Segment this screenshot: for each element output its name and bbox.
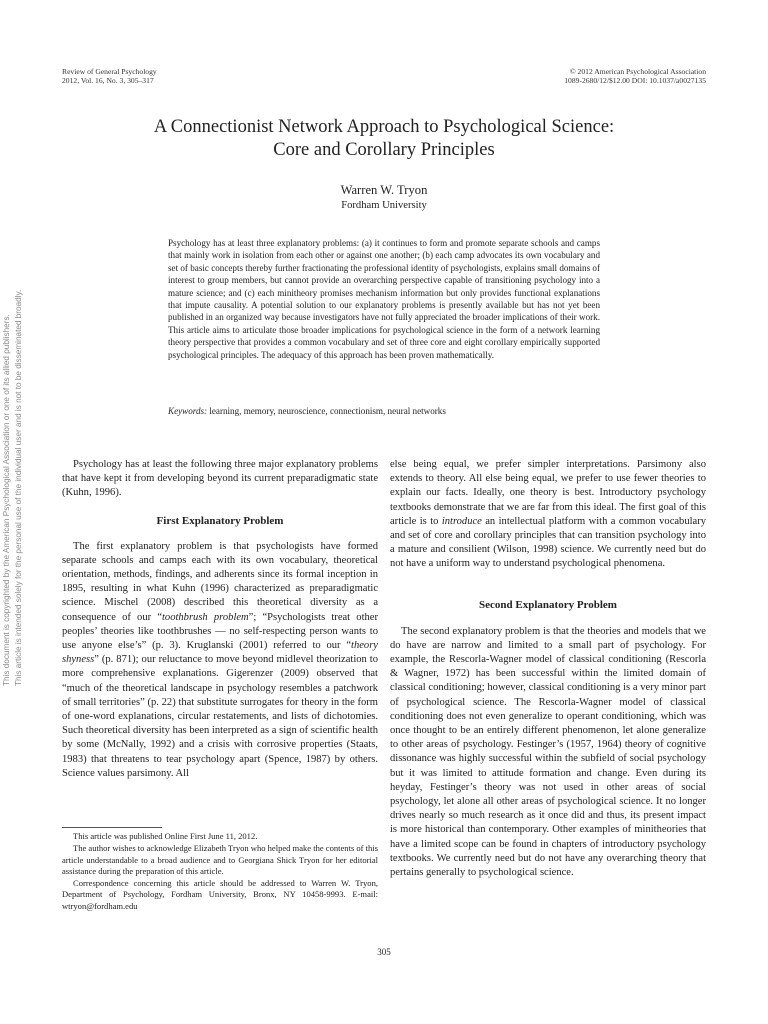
title-line-2: Core and Corollary Principles	[273, 140, 495, 160]
journal-volume: 2012, Vol. 16, No. 3, 305–317	[62, 76, 154, 85]
body-column-left	[62, 458, 378, 781]
page-number: 305	[377, 947, 391, 957]
title-line-1: A Connectionist Network Approach to Psychological Science:	[153, 117, 615, 137]
footnote-published: This article was published Online First June 11, 2012.	[73, 831, 258, 841]
paper-title	[60, 116, 708, 162]
copyright-sidebar-line-1: This document is copyrighted by the American Psychological Association or one of its allied publishers.	[2, 314, 11, 686]
running-header-left	[62, 67, 302, 85]
footnote-acknowledgment: The author wishes to acknowledge Elizabeth Tryon who helped make the contents of this article understandable to a broad audience and to Georgiana Shick Tryon for her editorial assistance during the preparation of this article.	[62, 843, 379, 876]
author-affiliation: Fordham University	[341, 200, 427, 211]
emphasis-theory-shyness: theory shyness	[62, 640, 378, 666]
second-problem-paragraph: The second explanatory problem is that the theories and models that we do have are narrow and limited to a small part of psychology. For example, the Rescorla-Wagner model of classical conditioning (Rescorla & Wagner, 1972) has been successful within the limited domain of classical conditioning; however, classical conditioning is a very minor part of psychological science. The Rescorla-Wagner model of classical conditioning does not even generalize to operant conditioning, which was once thought to be an entirely different phenomenon, let alone generalize to other areas of psychology. Festinger’s (1957, 1964) theory of cognitive dissonance was highly successful within the subfield of social psychology but it was limited to attitude formation and change. Even during its heyday, Festinger’s theory was not used in other areas of social psychology, let alone all other areas of psychological science. It no longer drives nearly so much research as it once did and thus, its present impact is more historical than contemporary. Other examples of minitheories that have a limited scope can be found in chapters of introductory psychology textbooks. We currently need but do not have any overarching theory that pertains generally to psychological science.	[390, 625, 706, 879]
first-problem-paragraph	[62, 540, 378, 781]
section-heading-second-problem: Second Explanatory Problem	[479, 598, 617, 611]
text-run: an intellectual platform with a common vocabulary and set of core and corollary principles that can transition psychology into a mature and consilient (Wilson, 1998) science. We currently need but do not have a uniform way to understand psychological phenomena.	[390, 515, 707, 570]
footnotes	[62, 831, 378, 913]
text-run: The first explanatory problem is that psychologists have formed separate schools and camps each with its own vocabulary, theoretical orientation, methods, findings, and adherents since its formal inception in 1895, resulting in what Kuhn (1996) characterized as preparadigmatic science. Mischel (2008) described this theoretical diversity as a consequence of our “	[62, 540, 378, 623]
keywords	[168, 405, 600, 417]
copyright-sidebar-line-2: This article is intended solely for the personal use of the individual user and is not to be disseminated broadly.	[14, 289, 23, 686]
author-name: Warren W. Tryon	[340, 183, 428, 197]
continued-paragraph	[390, 458, 706, 572]
text-run: else being equal, we prefer simpler interpretations. Parsimony also extends to theory. All else being equal, we prefer to use fewer theories to explain our facts. Ideally, one theory is best. Introductory psychology textbooks demonstrate that we are far from this ideal. The first goal of this article is to	[390, 459, 706, 527]
text-run: ” (p. 871); our reluctance to move beyond midlevel theorization to more comprehensive explanations. Gigerenzer (2009) observed that “much of the theoretical landscape in psychology resembles a patchwork of small territories” (p. 22) that substitute surrogates for theory in the form of one-word explanations, circular restatements, and lists of dichotomies. Such theoretical diversity has been interpreted as a sign of scientific health by some (McNally, 1992) and a crisis with corrosive properties (Staats, 1983) that threatens to tear psychology apart (Spence, 1987) by others. Science values parsimony. All	[62, 654, 378, 779]
copyright-line: © 2012 American Psychological Association	[569, 67, 706, 76]
doi-line: 1089-2680/12/$12.00 DOI: 10.1037/a0027135	[564, 76, 706, 85]
footnote-correspondence: Correspondence concerning this article should be addressed to Warren W. Tryon, Department of Psychology, Fordham University, Bronx, NY 10458-9993. E-mail: wtryon@fordham.edu	[62, 878, 378, 911]
body-column-right	[390, 458, 706, 880]
section-heading-first-problem: First Explanatory Problem	[156, 514, 284, 527]
keywords-text: learning, memory, neuroscience, connectionism, neural networks	[207, 406, 446, 416]
abstract: Psychology has at least three explanatory problems: (a) it continues to form and promote separate schools and camps that mainly work in isolation from each other or against one another; (b) each camp advocates its own vocabulary and set of basic concepts thereby further fractionating the professional identity of psychologists, explains small domains of interest to group members, but cannot provide an overarching perspective capable of transitioning psychology into a mature science; and (c) each minitheory promises mechanism information but only provides functional explanations that impute causality. A potential solution to our explanatory problems is presently available but has not yet been published in an organized way because investigators have not fully appreciated the broader implications of their work. This article aims to articulate those broader implications for psychological science in the form of a network learning theory perspective that provides a common vocabulary and set of three core and eight corollary empirically supported psychological principles. The adequacy of this approach has been proven mathematically.	[168, 238, 600, 360]
footnote-divider	[62, 827, 162, 828]
emphasis-introduce: introduce	[441, 515, 482, 527]
running-header-right	[406, 67, 706, 85]
journal-name: Review of General Psychology	[62, 67, 157, 76]
intro-paragraph: Psychology has at least the following three major explanatory problems that have kept it from developing beyond its current preparadigmatic state (Kuhn, 1996).	[62, 459, 378, 499]
keywords-label: Keywords:	[168, 406, 208, 416]
emphasis-toothbrush: toothbrush problem	[162, 611, 249, 623]
text-run: ”; “Psychologists treat other peoples’ theories like toothbrushes — no self-respecting person wants to use anyone else’s” (p. 3). Kruglanski (2001) referred to our “	[62, 611, 378, 652]
